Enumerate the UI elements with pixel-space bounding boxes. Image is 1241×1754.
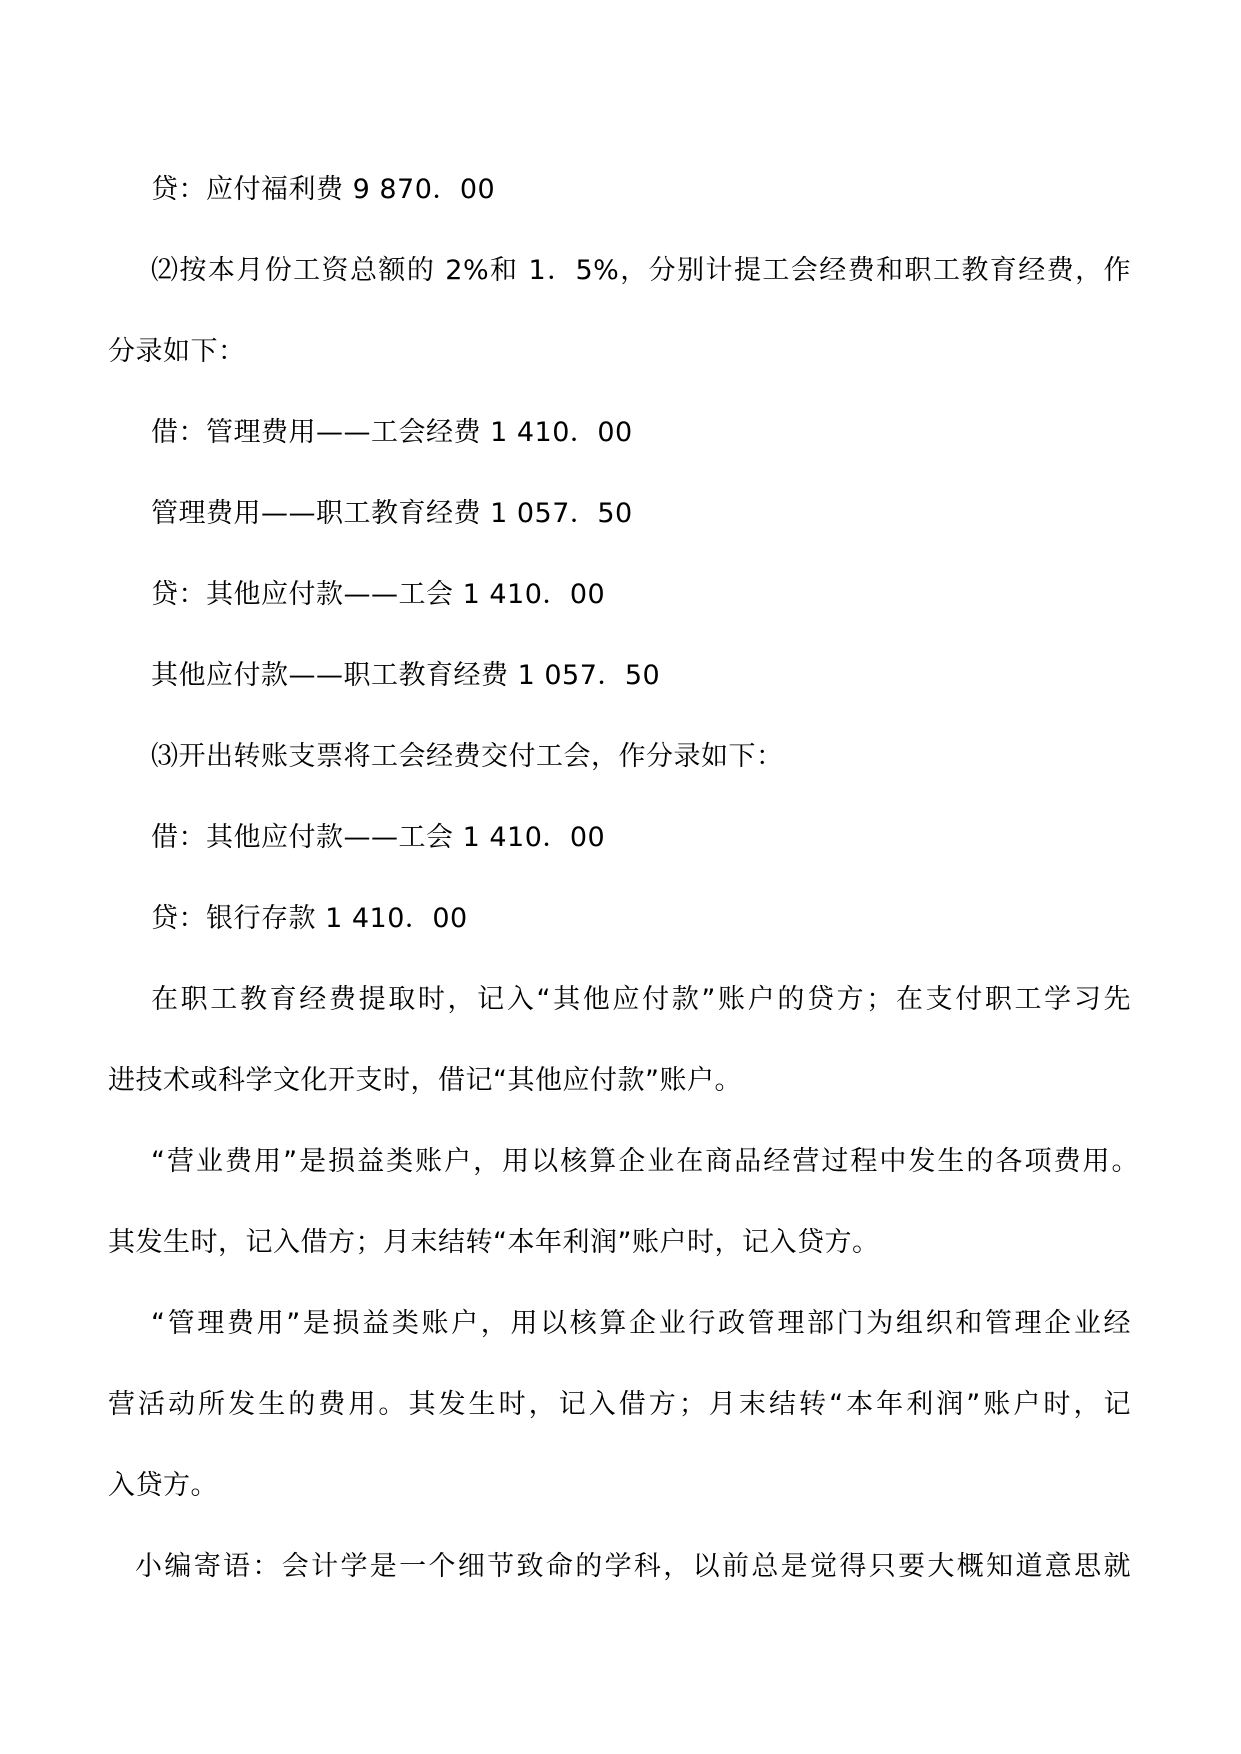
text-line-6: 贷：其他应付款——工会 1 410．00 [151, 579, 606, 610]
text-line-9: 借：其他应付款——工会 1 410．00 [151, 822, 606, 853]
text-line-8: ⑶开出转账支票将工会经费交付工会，作分录如下： [151, 741, 784, 772]
text-line-3: 分录如下： [108, 336, 246, 367]
text-line-16: 营活动所发生的费用。其发生时，记入借方；月末结转“本年利润”账户时，记 [108, 1389, 1131, 1420]
text-line-15: “管理费用”是损益类账户，用以核算企业行政管理部门为组织和管理企业经 [151, 1308, 1131, 1339]
text-line-11: 在职工教育经费提取时，记入“其他应付款”账户的贷方；在支付职工学习先 [151, 984, 1131, 1015]
text-line-2: ⑵按本月份工资总额的 2%和 1．5%，分别计提工会经费和职工教育经费，作 [151, 255, 1131, 286]
text-line-10: 贷：银行存款 1 410．00 [151, 903, 468, 934]
text-line-5: 管理费用——职工教育经费 1 057．50 [151, 498, 633, 529]
text-line-14: 其发生时，记入借方；月末结转“本年利润”账户时，记入贷方。 [108, 1227, 880, 1258]
text-line-18: 小编寄语：会计学是一个细节致命的学科，以前总是觉得只要大概知道意思就 [135, 1551, 1131, 1582]
text-line-12: 进技术或科学文化开支时，借记“其他应付款”账户。 [108, 1065, 742, 1096]
text-line-1: 贷：应付福利费 9 870．00 [151, 174, 496, 205]
text-line-17: 入贷方。 [108, 1470, 218, 1501]
text-line-7: 其他应付款——职工教育经费 1 057．50 [151, 660, 661, 691]
text-line-4: 借：管理费用——工会经费 1 410．00 [151, 417, 633, 448]
text-line-13: “营业费用”是损益类账户，用以核算企业在商品经营过程中发生的各项费用。 [151, 1146, 1139, 1177]
